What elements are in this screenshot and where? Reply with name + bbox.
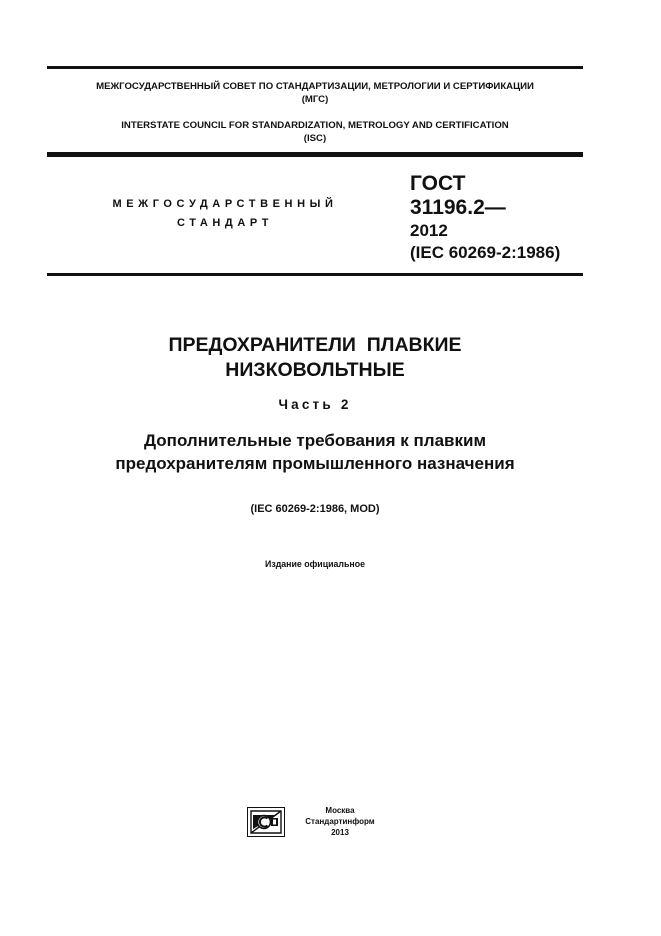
standard-kind-line1: МЕЖГОСУДАРСТВЕННЫЙ xyxy=(112,198,338,210)
publisher-block xyxy=(300,805,380,838)
council-abbr-ru: (МГС) xyxy=(301,94,329,105)
edition-note: Издание официальное xyxy=(265,559,365,569)
gost-designation xyxy=(410,172,560,264)
top-rule-thin xyxy=(47,66,583,69)
document-title xyxy=(47,333,583,383)
document-subtitle-line2: предохранителям промышленного назначения xyxy=(115,454,515,473)
document-title-line1: ПРЕДОХРАНИТЕЛИ ПЛАВКИЕ xyxy=(168,334,462,356)
document-title-line2: НИЗКОВОЛЬТНЫЕ xyxy=(225,359,405,381)
standard-kind-line2: СТАНДАРТ xyxy=(176,217,274,229)
gost-number: 31196.2— xyxy=(410,196,506,219)
designation-rule xyxy=(47,273,583,276)
header-rule-thick xyxy=(47,152,583,157)
publisher-city: Москва xyxy=(325,806,355,815)
document-subtitle xyxy=(47,429,583,475)
council-name-ru xyxy=(47,80,583,106)
document-subtitle-line1: Дополнительные требования к плавким xyxy=(143,431,487,450)
publication-year: 2013 xyxy=(331,828,349,837)
council-name-ru-line1: МЕЖГОСУДАРСТВЕННЫЙ СОВЕТ ПО СТАНДАРТИЗАЦИИ, МЕТРОЛОГИИ И СЕРТИФИКАЦИИ xyxy=(96,81,534,92)
council-abbr-en: (ISC) xyxy=(303,133,327,144)
gost-year: 2012 xyxy=(410,221,448,240)
iec-reference: (IEC 60269-2:1986, MOD) xyxy=(250,503,380,515)
standard-kind xyxy=(90,195,360,233)
part-number: Часть 2 xyxy=(278,397,352,412)
council-name-en xyxy=(47,119,583,145)
gost-iec-equivalent: (IEC 60269-2:1986) xyxy=(410,243,561,262)
standartinform-logo-icon xyxy=(247,807,285,837)
publisher-name: Стандартинформ xyxy=(305,817,375,826)
gost-prefix: ГОСТ xyxy=(410,172,466,195)
council-name-en-line1: INTERSTATE COUNCIL FOR STANDARDIZATION, METROLOGY AND CERTIFICATION xyxy=(121,120,509,131)
